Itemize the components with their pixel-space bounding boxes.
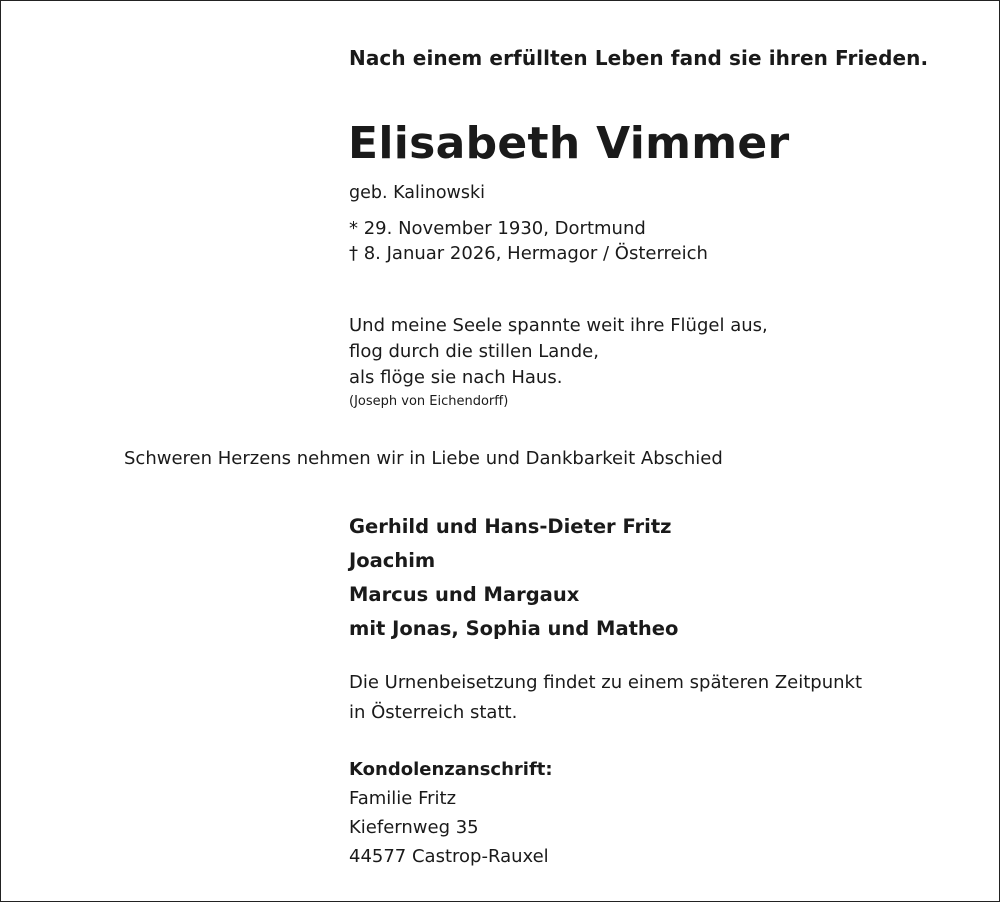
life-dates (349, 216, 708, 266)
deceased-name: Elisabeth Vimmer (348, 118, 790, 169)
poem-line: als flöge sie nach Haus. (349, 367, 563, 388)
urn-notice-line: Die Urnenbeisetzung findet zu einem späteren Zeitpunkt (349, 672, 863, 693)
birth-name: geb. Kalinowski (349, 183, 485, 203)
poem-line: Und meine Seele spannte weit ihre Flügel aus, (349, 315, 768, 336)
condolence-address (349, 755, 553, 871)
poem (349, 313, 768, 391)
poem-author: (Joseph von Eichendorff) (349, 394, 509, 409)
urn-notice-line: in Österreich statt. (349, 702, 518, 723)
address-line: 44577 Castrop-Rauxel (349, 846, 549, 867)
urn-notice (349, 668, 862, 728)
address-line: Familie Fritz (349, 788, 457, 809)
family-members (349, 510, 678, 646)
family-member: Marcus und Margaux (349, 583, 580, 606)
poem-line: flog durch die stillen Lande, (349, 341, 599, 362)
death-date: † 8. Januar 2026, Hermagor / Österreich (349, 243, 708, 264)
birth-date: * 29. November 1930, Dortmund (349, 218, 646, 239)
family-member: Joachim (349, 549, 436, 572)
family-member: Gerhild und Hans-Dieter Fritz (349, 515, 672, 538)
header-line: Nach einem erfüllten Leben fand sie ihren Frieden. (349, 46, 929, 70)
address-line: Kiefernweg 35 (349, 817, 479, 838)
farewell-text: Schweren Herzens nehmen wir in Liebe und Dankbarkeit Abschied (124, 448, 723, 469)
family-member: mit Jonas, Sophia und Matheo (349, 617, 679, 640)
condolence-heading: Kondolenzanschrift: (349, 759, 553, 780)
